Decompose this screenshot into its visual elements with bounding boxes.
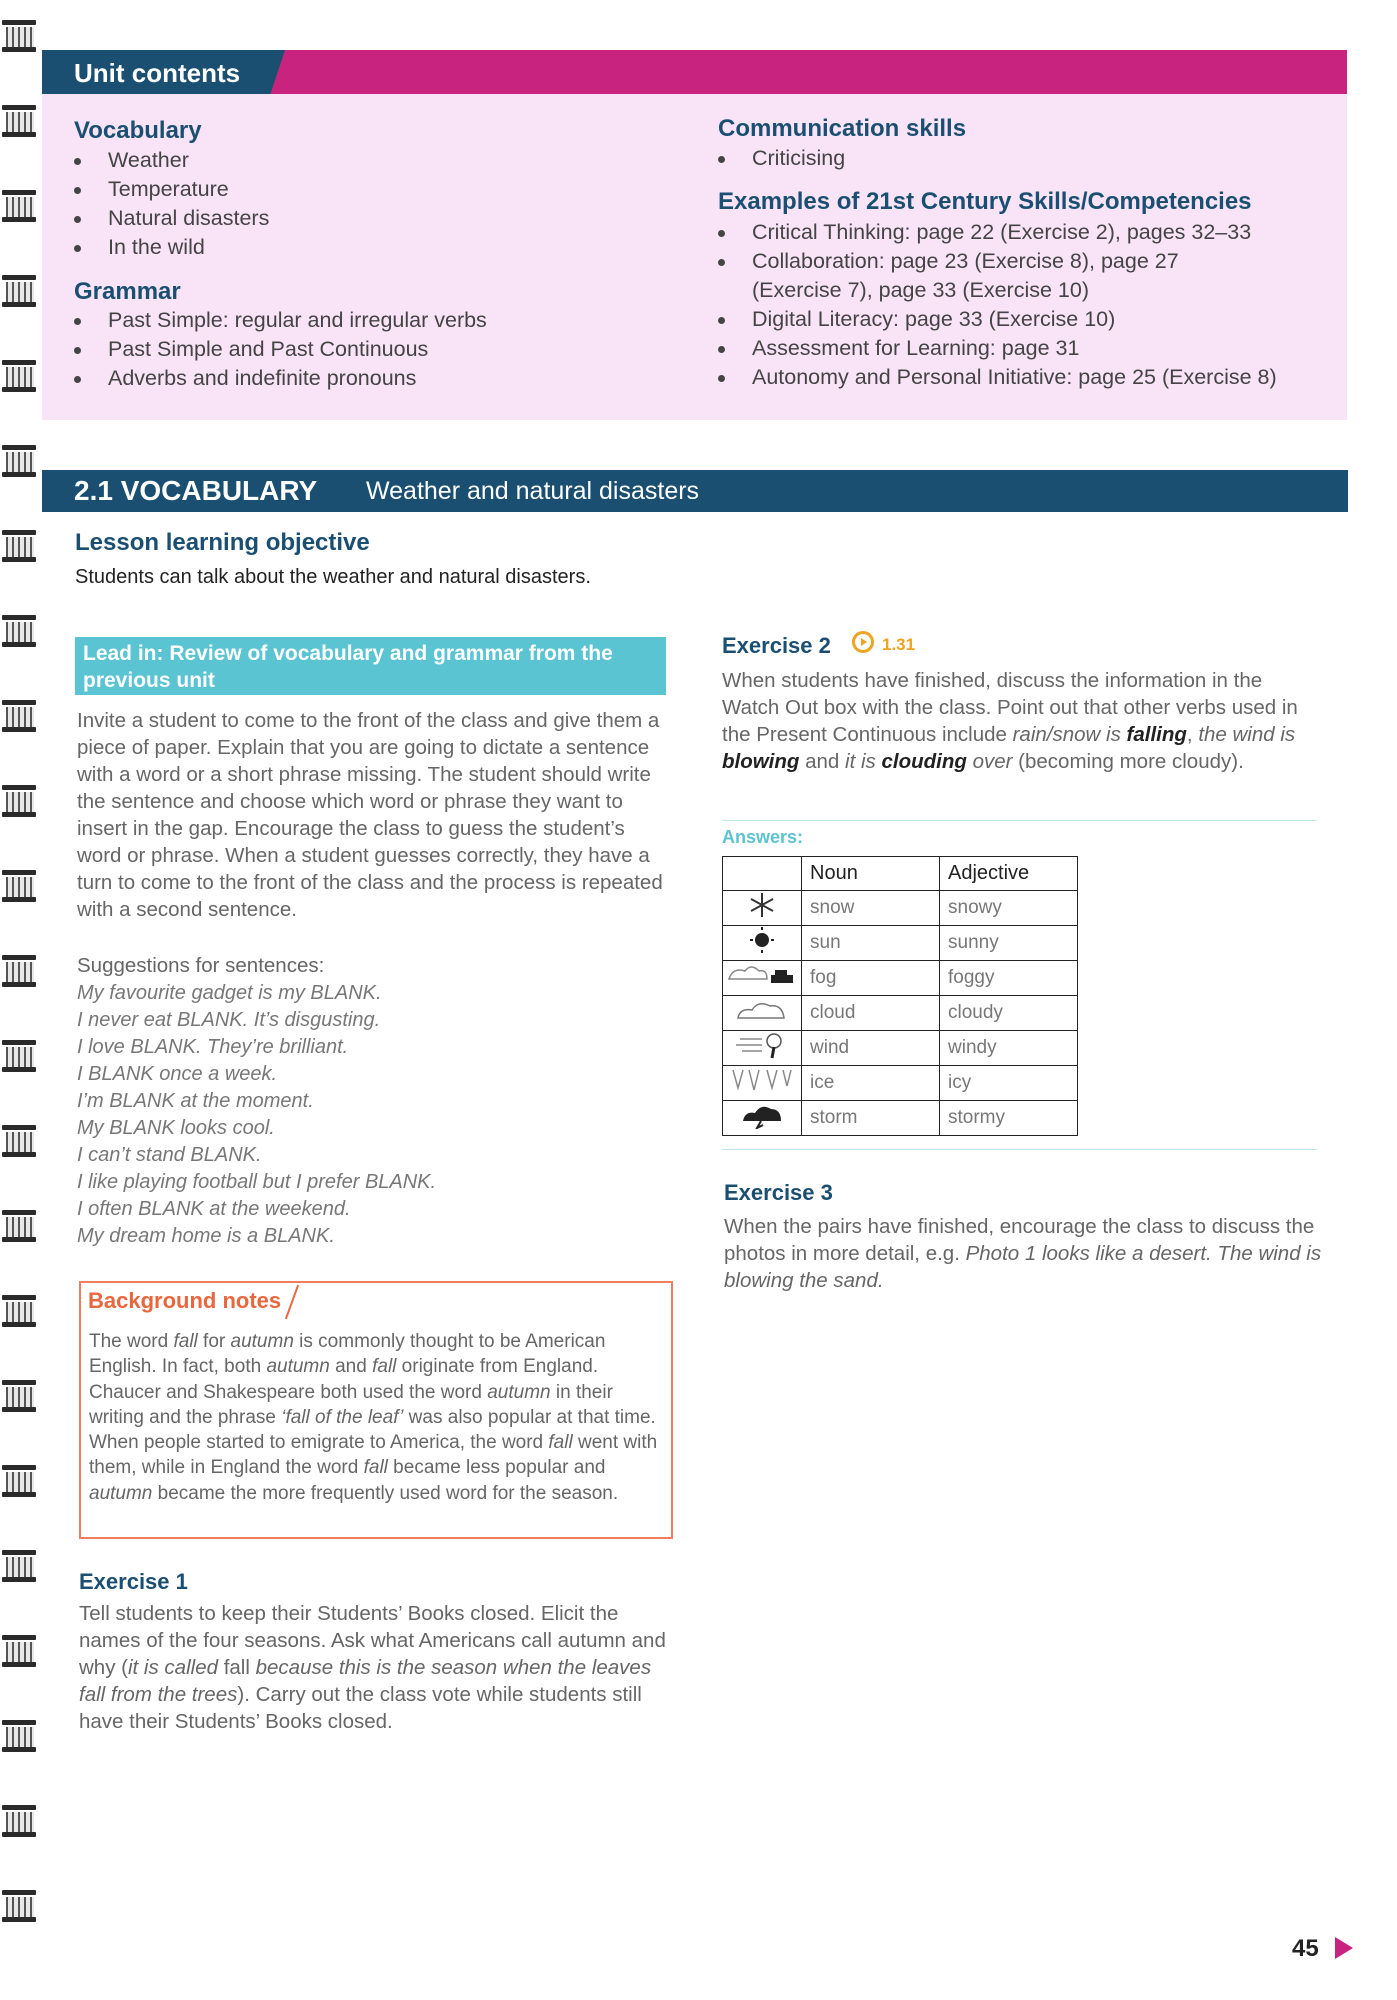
list-item: Weather: [74, 146, 674, 175]
fog-car-icon: [723, 961, 802, 996]
table-cell: sunny: [940, 926, 1078, 961]
lesson-subtitle: Weather and natural disasters: [366, 477, 700, 505]
column-header: Noun: [802, 857, 940, 891]
snowflake-icon: [723, 891, 802, 926]
table-cell: snowy: [940, 891, 1078, 926]
table-header-row: [723, 857, 1078, 891]
list-item: Critical Thinking: page 22 (Exercise 2), pages 32–33: [718, 218, 1338, 247]
table-cell: stormy: [940, 1101, 1078, 1136]
sentence-item: My BLANK looks cool.: [77, 1117, 275, 1139]
list-item: Past Simple: regular and irregular verbs: [74, 306, 674, 335]
table-row: [723, 1066, 1078, 1101]
unit-contents-title: Unit contents: [74, 58, 241, 88]
list-item: Temperature: [74, 175, 674, 204]
icicles-icon: [723, 1066, 802, 1101]
table-row: [723, 926, 1078, 961]
table-row: [723, 891, 1078, 926]
table-cell: sun: [802, 926, 940, 961]
exercise3-text: When the pairs have finished, encourage the class to discuss the photos in more detail, e.g. Photo 1 looks like a desert. The wind is blowing the sand.: [724, 1215, 1322, 1292]
table-row: [723, 996, 1078, 1031]
exercise1-heading: Exercise 1: [79, 1569, 188, 1594]
answers-label: Answers:: [722, 827, 804, 847]
lead-in-body: Invite a student to come to the front of the class and give them a piece of paper. Explain that you are going to dictate a sentence with a word or a short phrase missing. The student should write the sentence and choose which word or phrase they want to insert in the gap. Encourage the class to guess the student’s word or phrase. When a student guesses correctly, they have a turn to come to the front of the class and the process is repeated with a second sentence.: [77, 709, 663, 921]
exercise3-heading: Exercise 3: [724, 1180, 833, 1205]
sentence-item: I’m BLANK at the moment.: [77, 1090, 314, 1112]
table-row: [723, 1031, 1078, 1066]
table-cell: cloudy: [940, 996, 1078, 1031]
communication-heading: Communication skills: [718, 115, 967, 142]
page-number: 45: [1292, 1935, 1319, 1962]
table-row: [723, 961, 1078, 996]
grammar-heading: Grammar: [74, 278, 181, 305]
table-cell: ice: [802, 1066, 940, 1101]
spiral-binding: [0, 20, 40, 1980]
next-page-arrow-icon: [1335, 1937, 1353, 1959]
list-item: Natural disasters: [74, 204, 674, 233]
sentence-item: I can’t stand BLANK.: [77, 1144, 262, 1166]
cloud-icon: [723, 996, 802, 1031]
divider: [722, 820, 1317, 821]
list-item: Assessment for Learning: page 31: [718, 334, 1338, 363]
table-cell: storm: [802, 1101, 940, 1136]
sun-icon: [723, 926, 802, 961]
list-item: Digital Literacy: page 33 (Exercise 10): [718, 305, 1338, 334]
background-notes-heading: Background notes: [88, 1288, 282, 1313]
grammar-list: [74, 306, 674, 393]
table-cell: foggy: [940, 961, 1078, 996]
table-cell: fog: [802, 961, 940, 996]
audio-track: 1.31: [882, 635, 916, 654]
list-item: Autonomy and Personal Initiative: page 25 (Exercise 8): [718, 363, 1338, 392]
table-row: [723, 1101, 1078, 1136]
sentence-item: I often BLANK at the weekend.: [77, 1198, 351, 1220]
table-cell: icy: [940, 1066, 1078, 1101]
sentence-item: I love BLANK. They’re brilliant.: [77, 1036, 349, 1058]
lead-in-heading: Lead in: Review of vocabulary and grammar from the previous unit: [83, 642, 613, 692]
list-item: Collaboration: page 23 (Exercise 8), page 27: [718, 247, 1338, 276]
skills-list: [718, 218, 1338, 392]
background-notes-text: The word fall for autumn is commonly thought to be American English. In fact, both autumn and fall originate from England. Chaucer and Shakespeare both used the word autumn in their writing and the phrase ‘fall of the leaf’ was also popular at that time. When people started to emigrate to America, the word fall went with them, while in England the word fall became less popular and autumn became the more frequently used word for the season.: [89, 1331, 658, 1504]
list-item: Adverbs and indefinite pronouns: [74, 364, 674, 393]
divider: [722, 1149, 1317, 1150]
sentence-item: My favourite gadget is my BLANK.: [77, 982, 382, 1004]
exercise2-text: When students have finished, discuss the information in the Watch Out box with the class. Point out that other verbs used in the Present Continuous include rain/snow is falling, the wind is blowing and it is clouding over (becoming more cloudy).: [722, 669, 1298, 773]
exercise1-text: Tell students to keep their Students’ Books closed. Elicit the names of the four seasons. Ask what Americans call autumn and why (it is called fall because this is the season when the leaves fall from the trees). Carry out the class vote while students still have their Students’ Books closed.: [79, 1602, 666, 1733]
objective-heading: Lesson learning objective: [75, 529, 370, 556]
table-cell: snow: [802, 891, 940, 926]
list-item: In the wild: [74, 233, 674, 262]
audio-icon: [852, 631, 874, 653]
sentence-item: I BLANK once a week.: [77, 1063, 278, 1085]
answers-table: [722, 856, 1078, 1136]
suggestions-label: Suggestions for sentences:: [77, 954, 325, 977]
objective-text: Students can talk about the weather and natural disasters.: [75, 566, 591, 588]
storm-cloud-icon: [723, 1101, 802, 1136]
table-cell: wind: [802, 1031, 940, 1066]
sentence-item: I never eat BLANK. It’s disgusting.: [77, 1009, 381, 1031]
sentence-item: I like playing football but I prefer BLANK.: [77, 1171, 437, 1193]
list-item: Past Simple and Past Continuous: [74, 335, 674, 364]
table-cell: cloud: [802, 996, 940, 1031]
vocabulary-heading: Vocabulary: [74, 117, 202, 144]
exercise2-heading: Exercise 2: [722, 633, 831, 658]
communication-list: [718, 144, 1338, 173]
table-cell: windy: [940, 1031, 1078, 1066]
vocabulary-list: [74, 146, 674, 262]
sentence-item: My dream home is a BLANK.: [77, 1225, 335, 1247]
lesson-number: 2.1 VOCABULARY: [74, 475, 318, 506]
list-item: Criticising: [718, 144, 1338, 173]
column-header: Adjective: [940, 857, 1078, 891]
wind-tree-icon: [723, 1031, 802, 1066]
skills-heading: Examples of 21st Century Skills/Competencies: [718, 188, 1252, 215]
list-item-continuation: (Exercise 7), page 33 (Exercise 10): [752, 278, 1089, 302]
